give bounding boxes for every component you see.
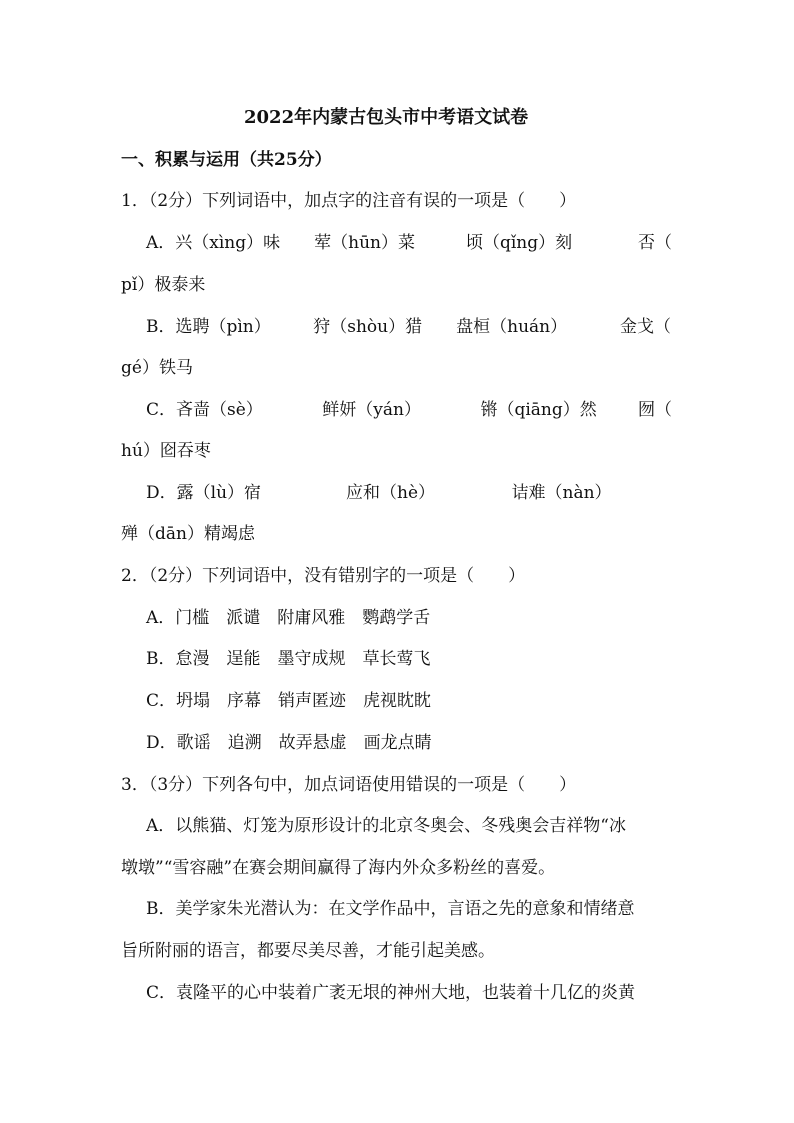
q1-option-c: C．吝啬（sè） 鲜妍（yán） 锵（qiāng）然: [146, 400, 597, 420]
section-heading: 一、积累与运用（共25分）: [121, 150, 332, 170]
q1-option-d-cont: 殚（dān）精竭虑: [121, 524, 255, 544]
q3-option-b: B．美学家朱光潜认为：在文学作品中，言语之先的意象和情绪意: [146, 899, 635, 919]
q3-option-b-cont: 旨所附丽的语言，都要尽美尽善，才能引起美感。: [121, 941, 495, 961]
q1-option-a-cont: pǐ）极泰来: [121, 275, 206, 295]
q3-option-c: C．袁隆平的心中装着广袤无垠的神州大地，也装着十几亿的炎黄: [146, 983, 636, 1003]
question-2-stem: 2．（2分）下列词语中，没有错别字的一项是（ ）: [121, 566, 526, 586]
q3-option-a: A．以熊猫、灯笼为原形设计的北京冬奥会、冬残奥会吉祥物“冰: [146, 816, 626, 836]
q1-option-b: B．选聘（pìn） 狩（shòu）猎 盘桓（huán）: [146, 317, 568, 337]
q1-option-a-tail: 否（: [638, 233, 672, 253]
q2-option-b: B．怠漫 逞能 墨守成规 草长莺飞: [146, 649, 431, 669]
q1-option-c-tail: 囫（: [638, 400, 672, 420]
q1-option-a: A．兴（xìng）味 荤（hūn）菜 顷（qǐng）刻: [146, 233, 573, 253]
q1-option-d: D．露（lù）宿 应和（hè） 诘难（nàn）: [146, 483, 612, 503]
question-1-stem: 1．（2分）下列词语中，加点字的注音有误的一项是（ ）: [121, 191, 577, 211]
q2-option-a: A．门槛 派谴 附庸风雅 鹦鹉学舌: [146, 608, 431, 628]
q3-option-a-cont: 墩墩”“雪容融”在赛会期间赢得了海内外众多粉丝的喜爱。: [121, 858, 556, 878]
q1-option-b-cont: gé）铁马: [121, 358, 193, 378]
q2-option-c: C．坍塌 序幕 销声匿迹 虎视眈眈: [146, 691, 432, 711]
exam-title: 2022年内蒙古包头市中考语文试卷: [244, 107, 529, 128]
q1-option-c-cont: hú）囵吞枣: [121, 441, 211, 461]
question-3-stem: 3．（3分）下列各句中，加点词语使用错误的一项是（ ）: [121, 775, 577, 795]
q2-option-d: D．歌谣 追溯 故弄悬虚 画龙点睛: [146, 733, 432, 753]
q1-option-b-tail: 金戈（: [620, 317, 671, 337]
